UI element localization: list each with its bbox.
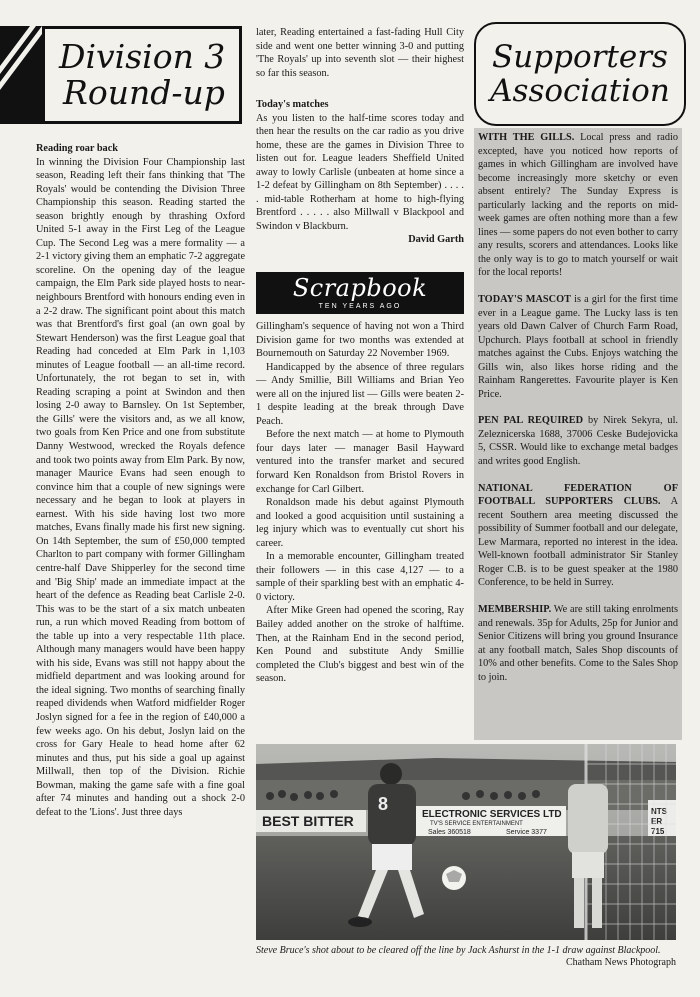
match-photo [256, 744, 676, 940]
supporters-title-line2: Association [490, 73, 670, 109]
membership-section [478, 603, 678, 684]
gills-lead: WITH THE GILLS. [478, 132, 575, 143]
reading-heading: Reading roar back [36, 143, 119, 154]
federation-body: A recent Southern area meeting discussed the possibility of Summer football and our delegate, Lew Marmara, reported no interest in the idea. Well-known football administrator Sir Stanley Roger C.B. is to be guest speaker at the 1980 Conference, to be held in Surrey. [478, 496, 678, 589]
scrapbook-p3: Before the next match — at home to Plymouth four days later — manager Basil Hayward ventured into the transfer market and secured forward Ken Ronaldson from Bristol Rovers in exchange for Carl Gilbert. [256, 429, 464, 495]
reading-continued-text: later, Reading entertained a fast-fading Hull City side and went one better winning 3-0 and putting 'The Royals' up into seventh slot — their highest so far this season. [256, 27, 464, 79]
reading-continued [256, 26, 464, 80]
scrapbook-p5: In a memorable encounter, Gillingham treated their followers — in this case 4,127 — to a sample of their sparkling best with an emphatic 4-0 victory. [256, 551, 464, 603]
board-er: ER [651, 817, 663, 826]
federation-lead: NATIONAL FEDERATION OF FOOTBALL SUPPORTERS CLUBS. [478, 482, 678, 508]
board-best-bitter: BEST BITTER [262, 813, 354, 829]
gills-body: Local press and radio excepted, have you noticed how reports of games in which Gillingham are involved have become increasingly more sketchy or even absent entirely? The Sunday Express is particularly lacking and the reports on mid-week games are often nothing more than a few lines — some papers do not even bother to carry any results, scorers and attendances. Looks like the only way is to go to match yourself or wait for the local reports! [478, 132, 678, 279]
membership-lead: MEMBERSHIP. [478, 603, 552, 615]
photo-caption [256, 945, 676, 957]
board-service: TV'S SERVICE ENTERTAINMENT [430, 821, 523, 827]
header-stripes [0, 26, 48, 124]
mascot-section [478, 293, 678, 401]
division-title-line2: Round-up [63, 73, 225, 112]
scrapbook-subtitle: TEN YEARS AGO [318, 303, 402, 310]
penpal-lead: PEN PAL REQUIRED [478, 415, 584, 427]
supporters-article [478, 131, 678, 684]
board-service-num: Service 3377 [506, 829, 547, 836]
penpal-section [478, 414, 678, 468]
scrapbook-article [256, 320, 464, 686]
penpal-body: by Nirek Sekyra, ul. Zeleznicerska 1688, 37006 Ceske Budejovicka 5, CSSR. Would like to exchange metal badges and writes good English. [478, 415, 679, 468]
division-header [42, 26, 242, 124]
photo-credit: Chatham News Photograph [566, 957, 676, 968]
division-title-line1: Division 3 [59, 37, 226, 76]
todays-matches [256, 98, 464, 247]
reading-body: In winning the Division Four Championship last season, Reading left their fans thinking that 'The Royals' would be contending the Division Three Championship this season. Reading started the season brightly enough by thrashing Oxford United 5-1 away in the First Leg of the League Cup. The Second Leg was a mere formality — a 2-1 victory giving them an emphatic 7-2 aggregate scoreline. On the opening day of the league campaign, the Elm Park side played hosts to near-neighbours Brentford with honours ending even in a 2-2 draw. The significant point about this match was that Brentford's first goal (an own goal by Stewart Henderson) was the first League goal that Reading had conceded at Elm Park in 1,103 minutes of League football — an all-time record. Unfortunately, the rot began to set in, with Reading scraping a point at Swindon and then losing 2-0 away to Barnsley. On 1st September, the Gills' were the visitors and, as we all know, two goals from Ken Price and one from substitute Danny Westwood, wrecked the Royals defence and took two points away from Elm Park. By now, manager Maurice Evans had seen enough to convince him that a couple of new signings were necessary and he began to look at players in earnest. With his side having lost two more matches, Evans finally made his first new signing. On 14th September, the sum of £50,000 tempted Charlton to part company with former Gillingham centre-half Dave Shipperley for the second time and 'Big Ship' made an immediate impact at the heart of the defence as Reading beat Carlisle 2-0. This was to be the start of a six match unbeaten run, a run which moved Reading from bottom of the table up into a very respectable 11th place. Although many managers would have been happy with his side, Evans was still not happy about the midfield department and was looking around for the ideal signing. Two months of searching finally reaped dividends when Watford midfielder Roger Joslyn signed for a fee in the region of £40,000 a few weeks ago. On his debut, Joslyn laid on the cross for Gary Heale to head home after 62 minutes and thus, put his side a goal up against Millwall, then top of the Division. Richie Bowman, making the game safe with a fine goal after 74 minutes and handing out a shock 2-0 defeat to the 'Lions'. Just three days [36, 156, 246, 818]
shirt-number: 8 [378, 794, 389, 814]
board-electronic: ELECTRONIC SERVICES LTD [422, 809, 562, 820]
scrapbook-p6: After Mike Green had opened the scoring, Ray Bailey added another on the stroke of halftime. Then, at the Rainham End in the second period, Ken Pound and substitute Andy Smillie completed the Club's biggest and best win of the season. [256, 605, 464, 685]
match-photo-image [256, 744, 676, 940]
gills-section [478, 131, 678, 280]
mascot-body: is a girl for the first time ever in a League game. The Lucky lass is ten years old Dawn Calver of Church Farm Road, Upchurch. Plays football at school in friendly matches against the Cubs. Enjoys watching the Gills win, also likes horse riding and the Rainham Rangerettes. Favourite player is Ken Price. [478, 294, 679, 400]
board-715: 715 [651, 827, 665, 836]
todays-matches-heading: Today's matches [256, 99, 329, 110]
scrapbook-p2: Handicapped by the absence of three regulars — Andy Smillie, Bill Williams and Brian Yeo were all on the injured list — Gills were beaten 2-1 despite leading at the break through Dave Peach. [256, 361, 464, 427]
scrapbook-p4: Ronaldson made his debut against Plymouth and looked a good acquisition until sustaining a leg injury which was to eventually cut short his career. [256, 497, 464, 549]
reading-article [36, 142, 245, 819]
scrapbook-p1: Gillingham's sequence of having not won a Third Division game for two months was extended at Bournemouth on Saturday 22 November 1969. [256, 321, 464, 360]
membership-body: We are still taking enrolments and renewals. 35p for Adults, 25p for Junior and Senior Citizens will bring you ground Insurance at any football match, Sales Shop discounts of 10% and other benefits. Come to the Sales Shop to join. [478, 603, 679, 683]
federation-section [478, 482, 678, 590]
author-signature: David Garth [408, 234, 464, 246]
supporters-header [474, 22, 686, 126]
board-sales: Sales 360518 [428, 829, 471, 836]
board-nts: NTS [651, 807, 667, 816]
scrapbook-banner [256, 272, 464, 314]
mascot-lead: TODAY'S MASCOT [478, 294, 571, 306]
caption-text: Steve Bruce's shot about to be cleared off the line by Jack Ashurst in the 1-1 draw against Blackpool. [256, 945, 661, 956]
scrapbook-title: Scrapbook [292, 274, 428, 302]
todays-matches-body: As you listen to the half-time scores today and then hear the results on the car radio as you drive home, these are the games in Division Three to listen out for. League leaders Sheffield United away to lowly Carlisle (unbeaten at home since a 1-2 defeat by Gillingham on 8th September) . . . . . mid-table Rotherham at home to high-flying Brentford . . . . . also Millwall v Blackpool and Swindon v Blackburn. [256, 112, 464, 232]
supporters-title-line1: Supporters [492, 39, 668, 75]
